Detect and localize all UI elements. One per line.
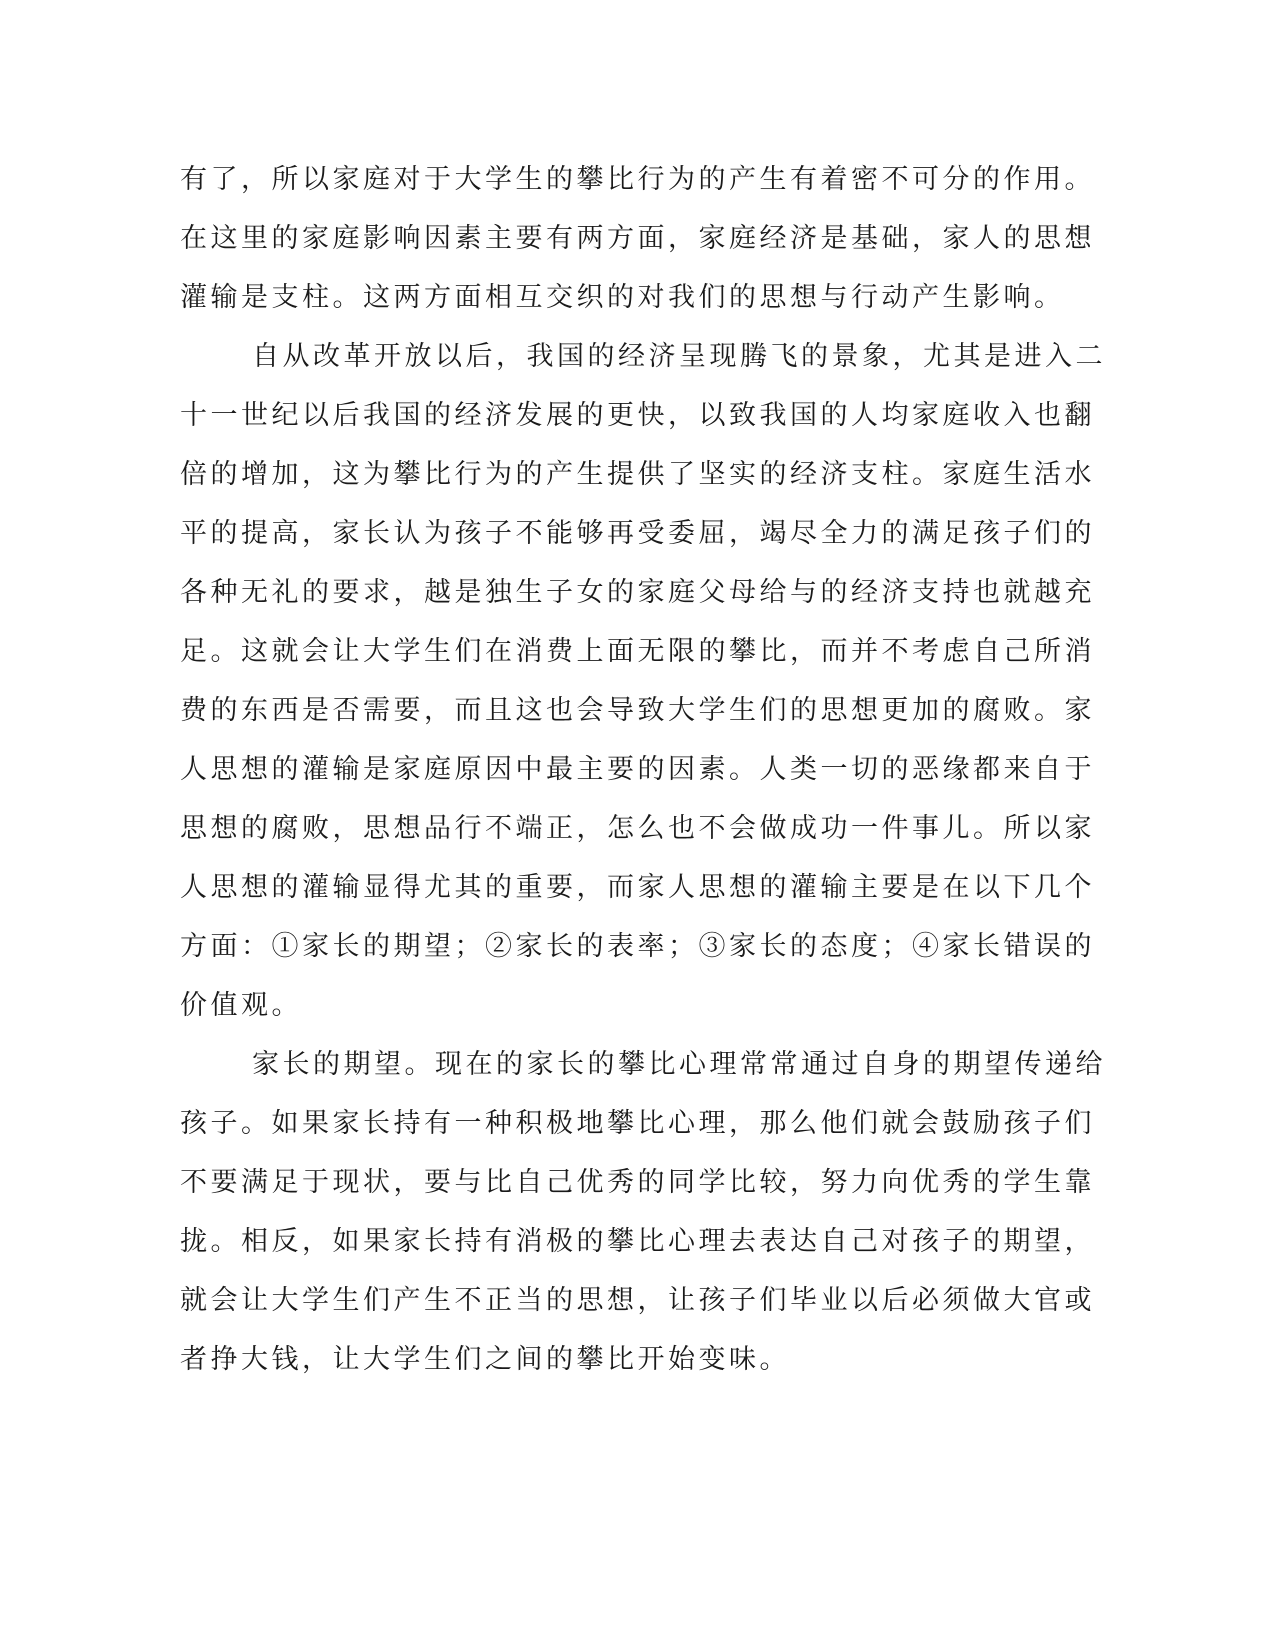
text-line: 费的东西是否需要，而且这也会导致大学生们的思想更加的腐败。家: [180, 695, 1095, 726]
text-line: 灌输是支柱。这两方面相互交织的对我们的思想与行动产生影响。: [180, 282, 1065, 313]
text-line: 思想的腐败，思想品行不端正，怎么也不会做成功一件事儿。所以家: [180, 813, 1095, 844]
text-line: 不要满足于现状，要与比自己优秀的同学比较，努力向优秀的学生靠: [180, 1167, 1095, 1198]
text-line: 者挣大钱，让大学生们之间的攀比开始变味。: [180, 1344, 790, 1375]
document-body: [180, 150, 1106, 1389]
text-line: 家长的期望。现在的家长的攀比心理常常通过自身的期望传递给: [252, 1049, 1106, 1080]
text-line: 价值观。: [180, 990, 302, 1021]
text-line: 就会让大学生们产生不正当的思想，让孩子们毕业以后必须做大官或: [180, 1285, 1095, 1316]
text-line: 孩子。如果家长持有一种积极地攀比心理，那么他们就会鼓励孩子们: [180, 1108, 1095, 1139]
text-line: 有了，所以家庭对于大学生的攀比行为的产生有着密不可分的作用。: [180, 164, 1095, 195]
text-line: 自从改革开放以后，我国的经济呈现腾飞的景象，尤其是进入二: [252, 341, 1106, 372]
text-line: 十一世纪以后我国的经济发展的更快，以致我国的人均家庭收入也翻: [180, 400, 1095, 431]
text-line: 各种无礼的要求，越是独生子女的家庭父母给与的经济支持也就越充: [180, 577, 1095, 608]
text-line: 方面：①家长的期望；②家长的表率；③家长的态度；④家长错误的: [180, 931, 1095, 962]
text-line: 人思想的灌输显得尤其的重要，而家人思想的灌输主要是在以下几个: [180, 872, 1095, 903]
text-line: 在这里的家庭影响因素主要有两方面，家庭经济是基础，家人的思想: [180, 223, 1095, 254]
text-line: 倍的增加，这为攀比行为的产生提供了坚实的经济支柱。家庭生活水: [180, 459, 1095, 490]
paragraph-3: [180, 1035, 1106, 1389]
text-line: 足。这就会让大学生们在消费上面无限的攀比，而并不考虑自己所消: [180, 636, 1095, 667]
text-line: 平的提高，家长认为孩子不能够再受委屈，竭尽全力的满足孩子们的: [180, 518, 1095, 549]
text-line: 人思想的灌输是家庭原因中最主要的因素。人类一切的恶缘都来自于: [180, 754, 1095, 785]
paragraph-2: [180, 327, 1106, 1035]
text-line: 拢。相反，如果家长持有消极的攀比心理去表达自己对孩子的期望，: [180, 1226, 1095, 1257]
paragraph-1: [180, 150, 1095, 327]
